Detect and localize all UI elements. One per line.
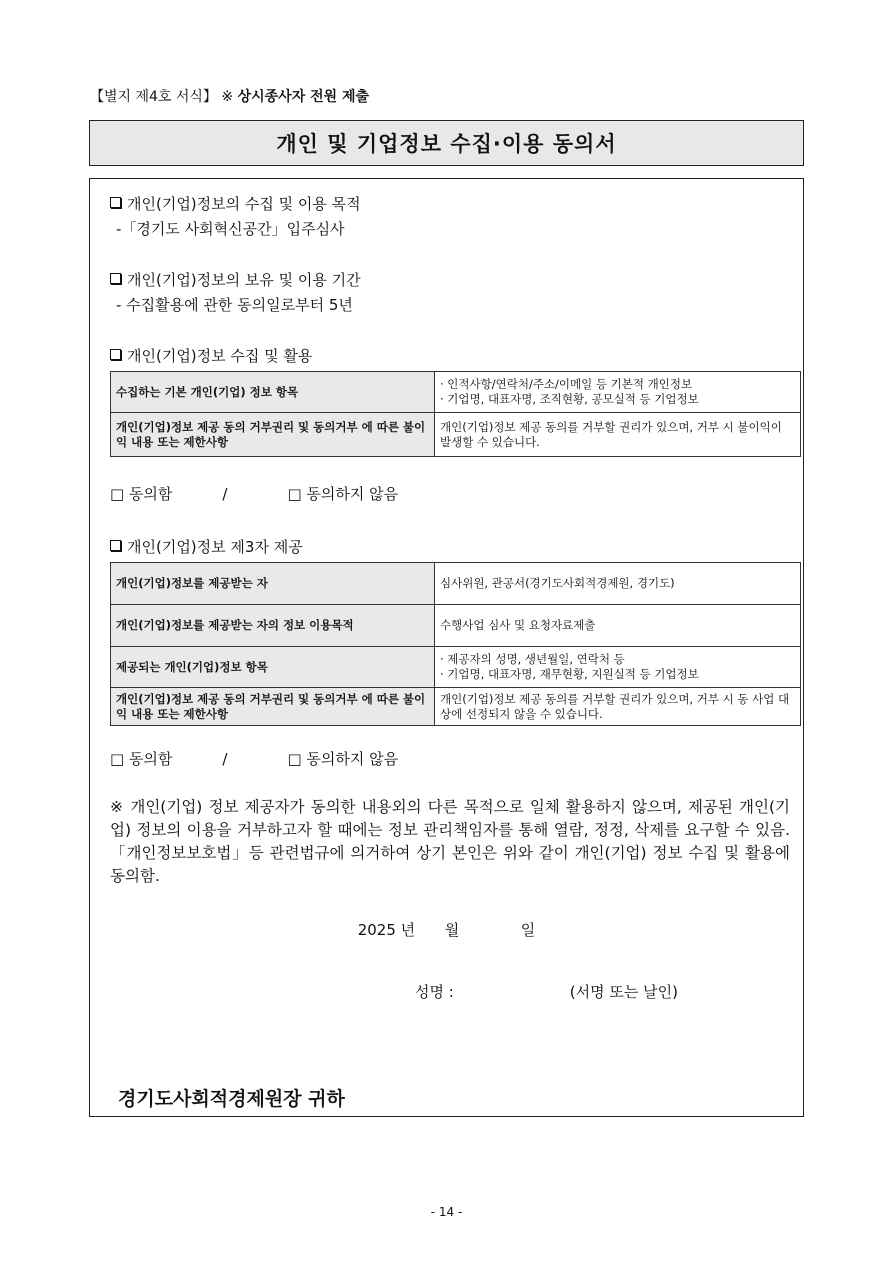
form-header [90,86,369,106]
disagree-option[interactable]: □ 동의하지 않음 [287,485,399,503]
table-key: 수집하는 기본 개인(기업) 정보 항목 [111,372,435,413]
collection-consent: □ 동의함 / □ 동의하지 않음 [110,485,399,503]
checkbox-bullet-icon [110,197,121,208]
table-value: 수행사업 심사 및 요청자료제출 [435,605,801,647]
purpose-detail: -「경기도 사회혁신공간」입주심사 [116,220,345,238]
document-title-box [89,120,804,166]
year-value: 2025 [357,921,396,939]
table-value: 개인(기업)정보 제공 동의를 거부할 권리가 있으며, 거부 시 불이익이 발생할 수 있습니다. [435,413,801,457]
third-party-heading: 개인(기업)정보 제3자 제공 [110,536,303,557]
retention-heading: 개인(기업)정보의 보유 및 이용 기간 [110,269,361,290]
checkbox-bullet-icon [110,273,121,284]
page-number: - 14 - [430,1205,463,1219]
table-row [111,647,801,688]
table-value: · 인적사항/연락처/주소/이메일 등 기본적 개인정보 · 기업명, 대표자명, 조직현황, 공모실적 등 기업정보 [435,372,801,413]
form-label: 【별지 제4호 서식】 [90,89,217,105]
month-unit: 월 [444,921,460,939]
document-title: 개인 및 기업정보 수집·이용 동의서 [276,132,617,156]
checkbox-bullet-icon [110,540,121,551]
consent-notice: ※ 개인(기업) 정보 제공자가 동의한 내용외의 다른 목적으로 일체 활용하지 않으며, 제공된 개인(기업) 정보의 이용을 거부하고자 할 때에는 정보 관리책임자를 통해 열람, 정정, 삭제를 요구할 수 있음.「개인정보보호법」등 관련법규에 의거하여 상기 본인은 위와 같이 개인(기업) 정보 수집 및 활용에 동의함. [110,798,790,885]
third-party-table [110,562,801,726]
table-key: 제공되는 개인(기업)정보 항목 [111,647,435,688]
signature-label: 성명 : [415,983,454,1001]
table-row [111,372,801,413]
purpose-heading: 개인(기업)정보의 수집 및 이용 목적 [110,193,361,214]
table-key: 개인(기업)정보 제공 동의 거부권리 및 동의거부 에 따른 불이익 내용 또는 제한사항 [111,688,435,726]
note-mark: ※ [221,89,234,105]
table-key: 개인(기업)정보를 제공받는 자의 정보 이용목적 [111,605,435,647]
addressee: 경기도사회적경제원장 귀하 [118,1088,345,1110]
submission-note: 상시종사자 전원 제출 [237,89,370,105]
retention-detail: - 수집활용에 관한 동의일로부터 5년 [116,296,353,314]
collection-heading: 개인(기업)정보 수집 및 활용 [110,345,312,366]
day-unit: 일 [520,921,536,939]
signature-line [415,981,678,1002]
consent-form-body [89,178,804,1117]
table-row [111,413,801,457]
year-unit: 년 [400,921,416,939]
third-party-consent: □ 동의함 / □ 동의하지 않음 [110,750,399,768]
collection-table [110,371,801,457]
table-row [111,563,801,605]
table-key: 개인(기업)정보를 제공받는 자 [111,563,435,605]
agree-option[interactable]: □ 동의함 [110,485,173,503]
signature-hint: (서명 또는 날인) [569,983,678,1001]
table-row [111,688,801,726]
table-row [111,605,801,647]
table-value: 개인(기업)정보 제공 동의를 거부할 권리가 있으며, 거부 시 동 사업 대상에 선정되지 않을 수 있습니다. [435,688,801,726]
date-line [90,919,803,940]
table-value: 심사위원, 관공서(경기도사회적경제원, 경기도) [435,563,801,605]
agree-option[interactable]: □ 동의함 [110,750,173,768]
table-value: · 제공자의 성명, 생년월일, 연락처 등 · 기업명, 대표자명, 재무현황, 지원실적 등 기업정보 [435,647,801,688]
table-key: 개인(기업)정보 제공 동의 거부권리 및 동의거부 에 따른 불이익 내용 또는 제한사항 [111,413,435,457]
disagree-option[interactable]: □ 동의하지 않음 [287,750,399,768]
checkbox-bullet-icon [110,349,121,360]
